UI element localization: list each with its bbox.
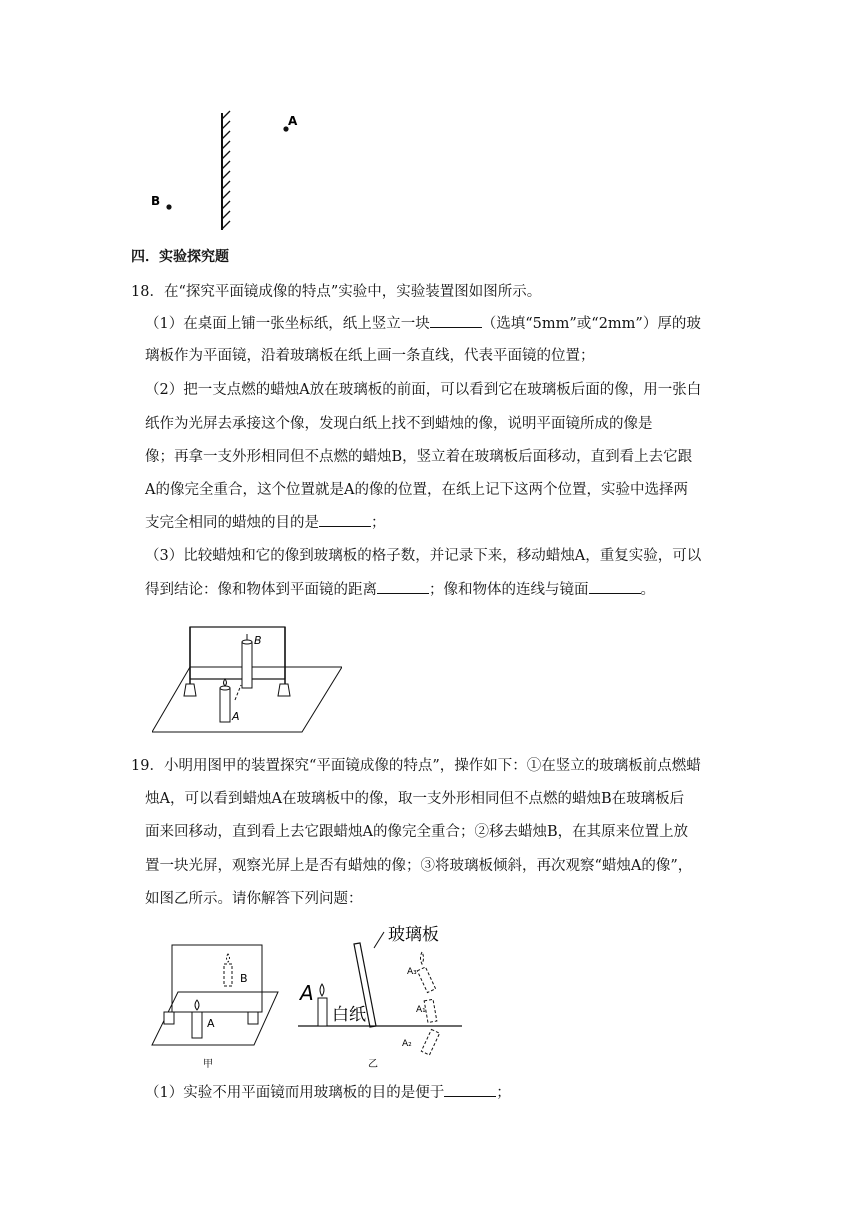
caption-yi: 乙 bbox=[368, 1059, 378, 1070]
label-a2: A₂ bbox=[402, 1039, 412, 1049]
q18-part1-line1 bbox=[145, 314, 701, 334]
q18-stem: 18．在“探究平面镜成像的特点”实验中，实验装置图如图所示。 bbox=[131, 284, 542, 300]
point-b bbox=[166, 204, 171, 209]
label-b: B bbox=[254, 634, 262, 647]
label-a3: A₃ bbox=[407, 967, 417, 977]
q19-stem-line3: 面来回移动，直到看上去它跟蜡烛A的像完全重合；②移去蜡烛B，在其原来位置上放 bbox=[145, 824, 689, 840]
label-a: A bbox=[300, 981, 314, 1005]
mirror-figure bbox=[140, 105, 310, 235]
label-glass: 玻璃板 bbox=[388, 925, 439, 945]
answer-blank[interactable] bbox=[589, 580, 641, 594]
answer-blank[interactable] bbox=[444, 1083, 496, 1097]
q19-part1 bbox=[145, 1083, 511, 1103]
q19-stem-line4: 置一块光屏，观察光屏上是否有蜡烛的像；③将玻璃板倾斜，再次观察“蜡烛A的像”， bbox=[145, 858, 693, 874]
text: 得到结论：像和物体到平面镜的距离 bbox=[145, 582, 377, 598]
text: ；像和物体的连线与镜面 bbox=[429, 582, 589, 598]
section-title: 四．实验探究题 bbox=[131, 249, 229, 265]
label-b: B bbox=[151, 194, 161, 208]
figure-yi bbox=[290, 918, 480, 1078]
text: （1）实验不用平面镜而用玻璃板的目的是便于 bbox=[145, 1085, 445, 1101]
q18-part3-line2 bbox=[145, 580, 655, 600]
text: （1）在桌面上铺一张坐标纸，纸上竖立一块 bbox=[145, 316, 430, 332]
text: ； bbox=[496, 1085, 511, 1101]
caption-jia: 甲 bbox=[203, 1059, 213, 1070]
q18-part2-line5 bbox=[145, 513, 386, 533]
label-a1: A₁ bbox=[416, 1005, 426, 1015]
label-paper: 白纸 bbox=[332, 1005, 366, 1025]
q18-apparatus-figure bbox=[152, 622, 342, 737]
q18-part1-line2: 璃板作为平面镜，沿着玻璃板在纸上画一条直线，代表平面镜的位置； bbox=[145, 348, 595, 364]
q18-part2-line1: （2）把一支点燃的蜡烛A放在玻璃板的前面，可以看到它在玻璃板后面的像，用一张白 bbox=[145, 382, 702, 398]
label-a: A bbox=[232, 710, 240, 723]
label-a: A bbox=[207, 1017, 215, 1030]
answer-blank[interactable] bbox=[319, 513, 371, 527]
q19-stem-line5: 如图乙所示。请你解答下列问题： bbox=[145, 891, 363, 907]
q18-part2-line4: A的像完全重合，这个位置就是A的像的位置，在纸上记下这两个位置，实验中选择两 bbox=[145, 482, 688, 498]
text: ； bbox=[371, 515, 386, 531]
answer-blank[interactable] bbox=[377, 580, 429, 594]
answer-blank[interactable] bbox=[430, 314, 482, 328]
q18-part2-line3: 像；再拿一支外形相同但不点燃的蜡烛B，竖立着在玻璃板后面移动，直到看上去它跟 bbox=[145, 449, 693, 465]
q19-stem-line2: 烛A，可以看到蜡烛A在玻璃板中的像，取一支外形相同但不点燃的蜡烛B在玻璃板后 bbox=[145, 791, 685, 807]
q18-part2-line2: 纸作为光屏去承接这个像，发现白纸上找不到蜡烛的像，说明平面镜所成的像是 bbox=[145, 416, 653, 432]
text: （选填“5mm”或“2mm”）厚的玻 bbox=[481, 316, 701, 332]
label-a: A bbox=[288, 114, 298, 128]
figure-jia bbox=[150, 940, 280, 1070]
label-b: B bbox=[240, 972, 248, 985]
text: 支完全相同的蜡烛的目的是 bbox=[145, 515, 319, 531]
q18-part3-line1: （3）比较蜡烛和它的像到玻璃板的格子数，并记录下来，移动蜡烛A，重复实验，可以 bbox=[145, 548, 702, 564]
q19-stem-line1: 19．小明用图甲的装置探究“平面镜成像的特点”，操作如下：①在竖立的玻璃板前点燃蜡 bbox=[131, 758, 701, 774]
text: 。 bbox=[640, 582, 655, 598]
